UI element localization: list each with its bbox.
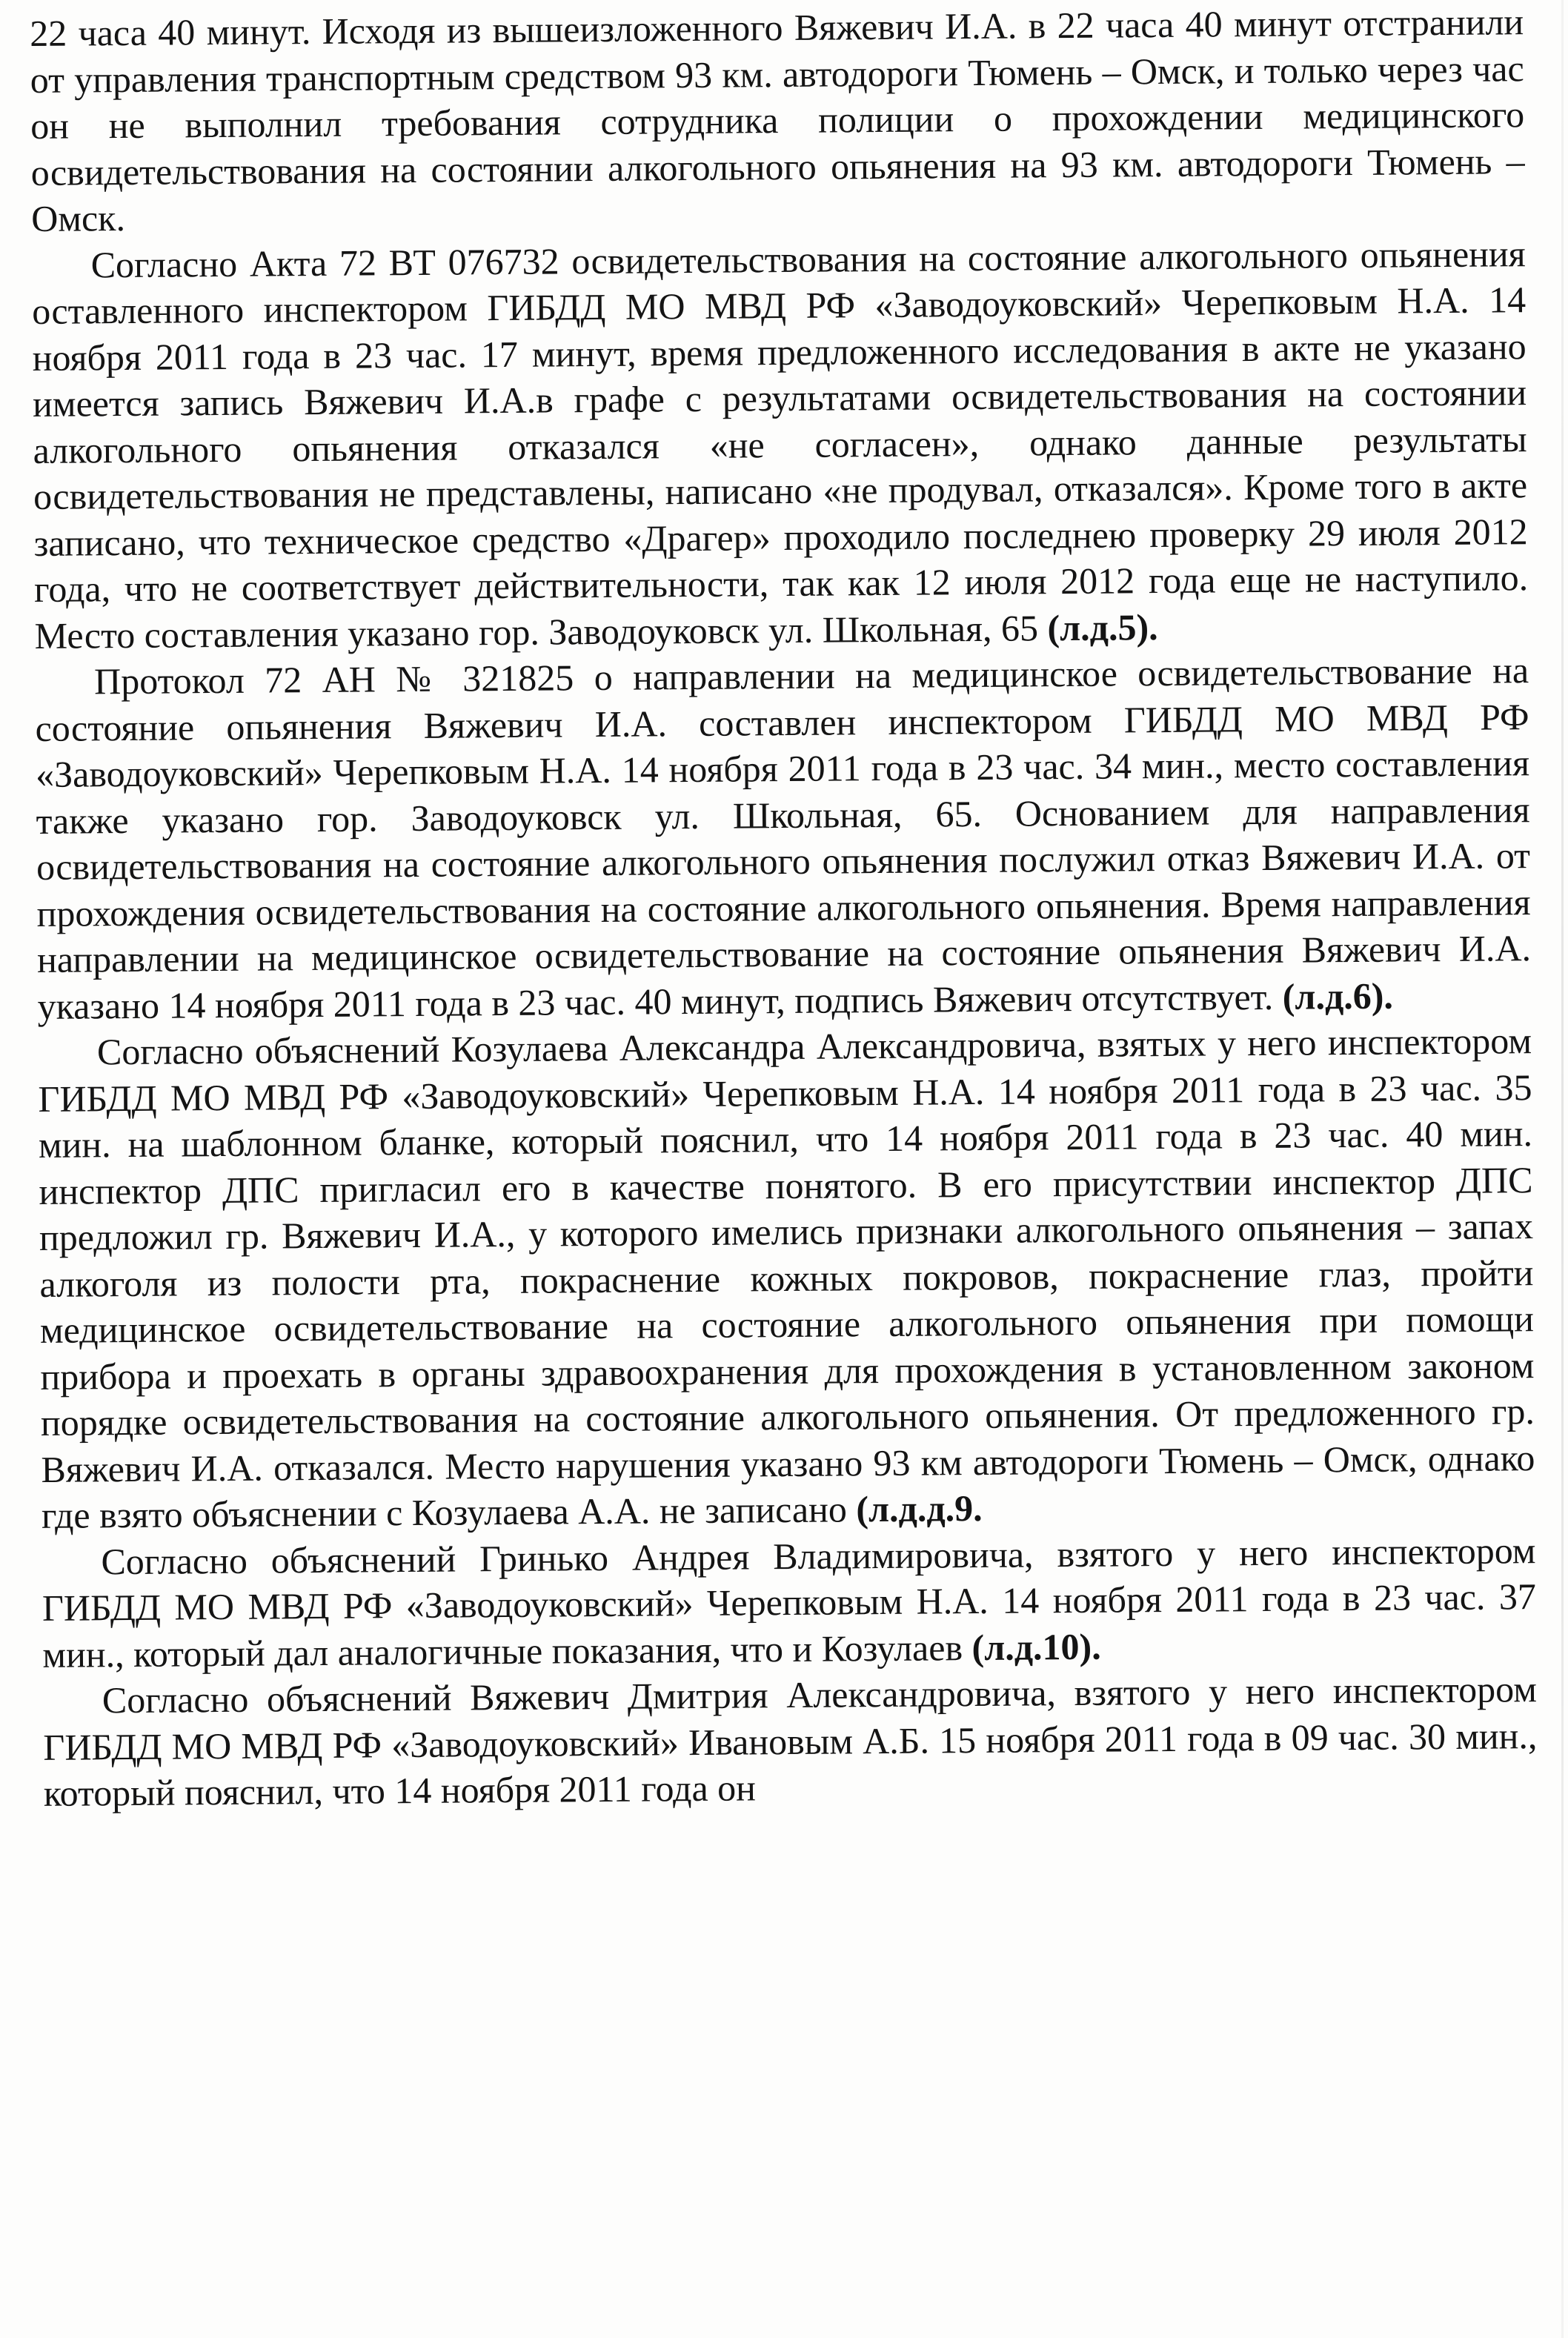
scan-edge-shadow — [1561, 0, 1564, 2338]
paragraph-6 — [43, 1666, 1538, 1816]
case-file-reference: (л.д.д.9. — [856, 1487, 983, 1530]
document-body — [30, 0, 1538, 1816]
paragraph-text: 22 часа 40 минут. Исходя из вышеизложенного Вяжевич И.А. в 22 часа 40 минут отстранили от управления транспортным средством 93 км. автодороги Тюмень – Омск, и только через час он не выполнил требования сотрудника полиции о прохождении медицинского освидетельствования на состоянии алкогольного опьянения на 93 км. автодороги Тюмень – Омск. — [30, 1, 1525, 239]
paragraph-text: Согласно Акта 72 ВТ 076732 освидетельствования на состояние алкогольного опьянения оставленного инспектором ГИБДД МО МВД РФ «Заводоуковский» Черепковым Н.А. 14 ноября 2011 года в 23 час. 17 минут, время предложенного исследования в акте не указано имеется запись Вяжевич И.А.в графе с результатами освидетельствования на состоянии алкогольного опьянения отказался «не согласен», однако данные результаты освидетельствования не представлены, написано «не продувал, отказался». Кроме того в акте записано, что техническое средство «Драгер» проходило последнею проверку 29 июля 2012 года, что не соответствует действительности, так как 12 июля 2012 года еще не наступило. Место составления указано гор. Заводоуковск ул. Школьная, 65 — [31, 232, 1529, 657]
case-file-reference: (л.д.10). — [971, 1625, 1101, 1668]
paragraph-text: Согласно объяснений Вяжевич Дмитрия Александровича, взятого у него инспектором ГИБДД МО МВД РФ «Заводоуковский» Ивановым А.Б. 15 ноября 2011 года в 09 час. 30 мин., который пояснил, что 14 ноября 2011 года он — [43, 1668, 1538, 1814]
paragraph-text: Протокол 72 АН № 321825 о направлении на медицинское освидетельствование на состояние опьянения Вяжевич И.А. составлен инспектором ГИБДД МО МВД РФ «Заводоуковский» Черепковым Н.А. 14 ноября 2011 года в 23 час. 34 мин., место составления также указано гор. Заводоуковск ул. Школьная, 65. Основанием для направления освидетельствования на состояние алкогольного опьянения послужил отказ Вяжевич И.А. от прохождения освидетельствования на состояние алкогольного опьянения. Время направления направлении на медицинское освидетельствование на состояние опьянения Вяжевич И.А. указано 14 ноября 2011 года в 23 час. 40 минут, подпись Вяжевич отсутствует. — [35, 649, 1532, 1027]
paragraph-3 — [35, 647, 1532, 1029]
paragraph-text: Согласно объяснений Козулаева Александра Александровича, взятых у него инспектором ГИБДД МО МВД РФ «Заводоуковский» Черепковым Н.А. 14 ноября 2011 года в 23 час. 35 мин. на шаблонном бланке, который пояснил, что 14 ноября 2011 года в 23 час. 40 мин. инспектор ДПС пригласил его в качестве понятого. В его присутствии инспектор ДПС предложил гр. Вяжевич И.А., у которого имелись признаки алкогольного опьянения – запах алкоголя из полости рта, покраснение кожных покровов, покраснение глаз, пройти медицинское освидетельствование на состояние алкогольного опьянения при помощи прибора и проехать в органы здравоохранения для прохождения в установленном законом порядке освидетельствования на состояние алкогольного опьянения. От предложенного гр. Вяжевич И.А. отказался. Место нарушения указано 93 км автодороги Тюмень – Омск, однако где взято объяснении с Козулаева А.А. не записано — [38, 1020, 1535, 1536]
paragraph-4 — [38, 1017, 1535, 1538]
case-file-reference: (л.д.6). — [1282, 974, 1394, 1017]
paragraph-1 — [30, 0, 1525, 242]
case-file-reference: (л.д.5). — [1047, 605, 1158, 648]
paragraph-5 — [41, 1527, 1536, 1678]
paragraph-text: Согласно объяснений Гринько Андрея Владимировича, взятого у него инспектором ГИБДД МО МВД РФ «Заводоуковский» Черепковым Н.А. 14 ноября 2011 года в 23 час. 37 мин., который дал аналогичные показания, что и Козулаев — [41, 1529, 1537, 1676]
paragraph-2 — [31, 230, 1528, 659]
